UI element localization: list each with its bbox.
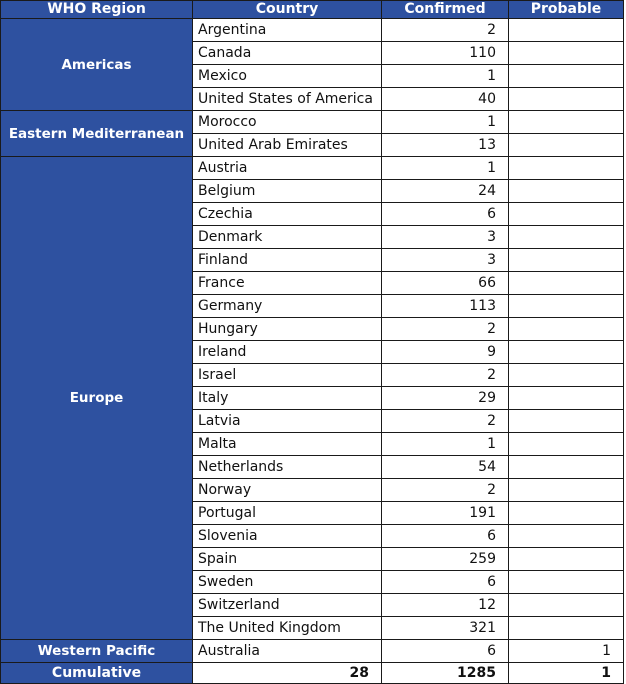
probable-cell [509,364,624,387]
probable-cell [509,617,624,640]
probable-cell [509,594,624,617]
table-row [1,640,624,663]
country-cell: France [193,272,382,295]
region-cell: Eastern Mediterranean [1,111,193,157]
header-row [1,1,624,19]
confirmed-cell: 1 [382,65,509,88]
confirmed-cell: 1 [382,157,509,180]
country-cell: Morocco [193,111,382,134]
confirmed-cell: 6 [382,571,509,594]
probable-cell [509,134,624,157]
country-cell: United States of America [193,88,382,111]
probable-cell [509,548,624,571]
confirmed-cell: 6 [382,640,509,663]
confirmed-cell: 2 [382,318,509,341]
country-cell: Switzerland [193,594,382,617]
country-cell: Austria [193,157,382,180]
probable-cell [509,42,624,65]
probable-cell [509,272,624,295]
country-cell: Finland [193,249,382,272]
probable-cell [509,456,624,479]
confirmed-cell: 1 [382,433,509,456]
probable-cell [509,19,624,42]
cumulative-probable: 1 [509,663,624,684]
country-cell: Netherlands [193,456,382,479]
header-region: WHO Region [1,1,193,19]
country-cell: United Arab Emirates [193,134,382,157]
confirmed-cell: 2 [382,19,509,42]
country-cell: Denmark [193,226,382,249]
probable-cell [509,387,624,410]
confirmed-cell: 321 [382,617,509,640]
confirmed-cell: 259 [382,548,509,571]
confirmed-cell: 6 [382,203,509,226]
probable-cell [509,525,624,548]
country-cell: Argentina [193,19,382,42]
confirmed-cell: 3 [382,249,509,272]
probable-cell [509,295,624,318]
cumulative-label: Cumulative [1,663,193,684]
confirmed-cell: 9 [382,341,509,364]
probable-cell [509,111,624,134]
confirmed-cell: 2 [382,479,509,502]
country-cell: The United Kingdom [193,617,382,640]
country-cell: Mexico [193,65,382,88]
country-cell: Slovenia [193,525,382,548]
country-cell: Hungary [193,318,382,341]
probable-cell [509,318,624,341]
country-cell: Norway [193,479,382,502]
cumulative-confirmed: 1285 [382,663,509,684]
header-confirmed: Confirmed [382,1,509,19]
confirmed-cell: 29 [382,387,509,410]
confirmed-cell: 54 [382,456,509,479]
header-probable: Probable [509,1,624,19]
probable-cell [509,249,624,272]
confirmed-cell: 66 [382,272,509,295]
confirmed-cell: 113 [382,295,509,318]
probable-cell [509,410,624,433]
confirmed-cell: 2 [382,364,509,387]
confirmed-cell: 13 [382,134,509,157]
country-cell: Sweden [193,571,382,594]
country-cell: Israel [193,364,382,387]
confirmed-cell: 40 [382,88,509,111]
country-cell: Spain [193,548,382,571]
region-cell: Europe [1,157,193,640]
table-body [1,19,624,684]
country-cell: Australia [193,640,382,663]
country-cell: Belgium [193,180,382,203]
probable-cell [509,502,624,525]
country-cell: Italy [193,387,382,410]
cumulative-countries: 28 [193,663,382,684]
probable-cell [509,88,624,111]
probable-cell [509,571,624,594]
probable-cell [509,226,624,249]
probable-cell [509,341,624,364]
confirmed-cell: 2 [382,410,509,433]
confirmed-cell: 3 [382,226,509,249]
table-header [1,1,624,19]
country-cell: Canada [193,42,382,65]
confirmed-cell: 24 [382,180,509,203]
confirmed-cell: 191 [382,502,509,525]
country-cell: Germany [193,295,382,318]
region-cell: Americas [1,19,193,111]
country-cell: Ireland [193,341,382,364]
probable-cell [509,203,624,226]
cumulative-row [1,663,624,684]
probable-cell [509,65,624,88]
table-row [1,19,624,42]
confirmed-cell: 12 [382,594,509,617]
probable-cell: 1 [509,640,624,663]
country-cell: Latvia [193,410,382,433]
probable-cell [509,180,624,203]
table-row [1,111,624,134]
probable-cell [509,157,624,180]
country-cell: Czechia [193,203,382,226]
confirmed-cell: 1 [382,111,509,134]
confirmed-cell: 6 [382,525,509,548]
confirmed-cell: 110 [382,42,509,65]
table-row [1,157,624,180]
probable-cell [509,479,624,502]
country-cell: Malta [193,433,382,456]
header-country: Country [193,1,382,19]
country-cell: Portugal [193,502,382,525]
probable-cell [509,433,624,456]
region-cell: Western Pacific [1,640,193,663]
